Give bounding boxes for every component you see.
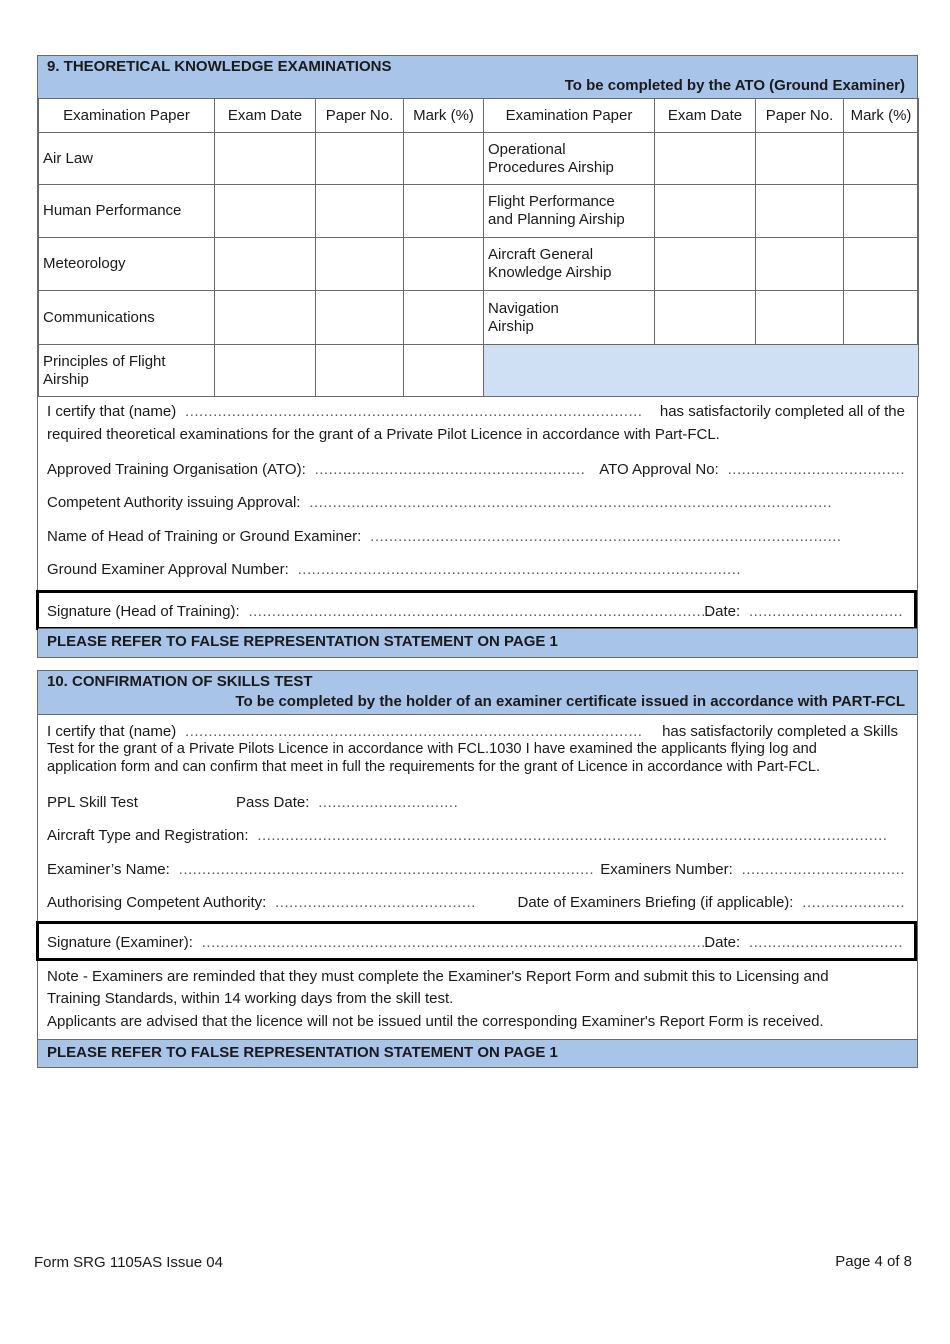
section-10-title: 10. CONFIRMATION OF SKILLS TEST xyxy=(47,673,313,690)
date-label: Date: xyxy=(704,603,741,620)
examiner-name-row xyxy=(47,861,594,878)
exam-date-field[interactable] xyxy=(655,185,756,238)
certify-line-3: application form and can confirm that meet in full the requirements for the grant of Licence in accordance with Part-FCL. xyxy=(47,759,821,775)
paper-no-field[interactable] xyxy=(316,345,404,397)
section-9-subtitle: To be completed by the ATO (Ground Examiner) xyxy=(564,77,905,94)
aircraft-label: Aircraft Type and Registration: xyxy=(47,827,249,844)
section-9-title: 9. THEORETICAL KNOWLEDGE EXAMINATIONS xyxy=(47,58,392,75)
paper-no-field[interactable] xyxy=(756,185,844,238)
authority-label: Authorising Competent Authority: xyxy=(47,894,267,911)
col-header: Paper No. xyxy=(756,99,844,133)
paper-no-field[interactable] xyxy=(316,185,404,238)
col-header: Examination Paper xyxy=(39,99,215,133)
col-header: Mark (%) xyxy=(844,99,919,133)
head-of-training-row xyxy=(47,528,842,545)
head-name-label: Name of Head of Training or Ground Examiner: xyxy=(47,528,362,545)
exam-date-field[interactable] xyxy=(215,345,316,397)
mark-field[interactable] xyxy=(404,185,484,238)
paper-no-field[interactable] xyxy=(756,238,844,291)
ato-approval-row xyxy=(599,461,905,478)
false-representation-bar xyxy=(38,628,917,657)
briefing-field[interactable]: ...................... xyxy=(797,894,905,911)
exam-paper-label: Navigation Airship xyxy=(484,291,655,345)
signature-field[interactable]: ................................................................................................... xyxy=(243,603,711,620)
head-name-field[interactable]: ..................................................................................................... xyxy=(365,528,842,545)
exam-date-field[interactable] xyxy=(655,238,756,291)
paper-no-field[interactable] xyxy=(756,133,844,185)
certify-label: I certify that (name) xyxy=(47,403,177,420)
section-10-subtitle: To be completed by the holder of an examiner certificate issued in accordance with PART-FCL xyxy=(235,693,905,710)
section-10-skills-test xyxy=(37,670,918,1068)
paper-no-field[interactable] xyxy=(316,133,404,185)
ppl-skill-test-label: PPL Skill Test xyxy=(47,794,138,811)
exam-paper-label: Principles of Flight Airship xyxy=(39,345,215,397)
false-representation-warning: PLEASE REFER TO FALSE REPRESENTATION STATEMENT ON PAGE 1 xyxy=(47,633,558,650)
date-row xyxy=(704,603,903,620)
mark-field[interactable] xyxy=(404,345,484,397)
section-9-header xyxy=(38,56,917,99)
signature-box-head-of-training xyxy=(36,590,917,630)
certify-line-1 xyxy=(47,403,642,420)
exam-paper-label: Meteorology xyxy=(39,238,215,291)
col-header: Examination Paper xyxy=(484,99,655,133)
mark-field[interactable] xyxy=(844,133,919,185)
exam-date-field[interactable] xyxy=(215,185,316,238)
certify-line-1 xyxy=(47,723,642,740)
table-row xyxy=(39,345,919,397)
mark-field[interactable] xyxy=(404,133,484,185)
paper-no-field[interactable] xyxy=(756,291,844,345)
name-field[interactable]: .................................................................................................. xyxy=(180,723,643,740)
exam-date-field[interactable] xyxy=(215,133,316,185)
examiner-number-row xyxy=(600,861,905,878)
signature-row xyxy=(47,603,711,620)
exam-table xyxy=(38,98,919,397)
date-row xyxy=(704,934,903,951)
note-line-3: Applicants are advised that the licence will not be issued until the corresponding Examiner's Report Form is received. xyxy=(47,1013,824,1030)
date-field[interactable]: ................................. xyxy=(744,603,903,620)
certify-label: I certify that (name) xyxy=(47,723,177,740)
paper-no-field[interactable] xyxy=(316,291,404,345)
examiner-name-label: Examiner’s Name: xyxy=(47,861,170,878)
section-9-theoretical-exams xyxy=(37,55,918,658)
exam-paper-label: Aircraft General Knowledge Airship xyxy=(484,238,655,291)
false-representation-warning: PLEASE REFER TO FALSE REPRESENTATION STATEMENT ON PAGE 1 xyxy=(47,1044,558,1061)
examiner-number-label: Examiners Number: xyxy=(600,861,733,878)
exam-date-field[interactable] xyxy=(215,291,316,345)
note-line-1: Note - Examiners are reminded that they must complete the Examiner's Report Form and submit this to Licensing and xyxy=(47,968,829,985)
table-row xyxy=(39,291,919,345)
aircraft-row xyxy=(47,827,887,844)
ground-examiner-number-field[interactable]: ............................................................................................... xyxy=(292,561,742,578)
name-field[interactable]: .................................................................................................. xyxy=(180,403,643,420)
table-row xyxy=(39,133,919,185)
certify-suffix: has satisfactorily completed a Skills xyxy=(662,723,898,740)
exam-date-field[interactable] xyxy=(655,291,756,345)
ato-label: Approved Training Organisation (ATO): xyxy=(47,461,306,478)
date-field[interactable]: ................................. xyxy=(744,934,903,951)
paper-no-field[interactable] xyxy=(316,238,404,291)
col-header: Exam Date xyxy=(655,99,756,133)
examiner-number-field[interactable]: ................................... xyxy=(736,861,905,878)
ground-examiner-number-row xyxy=(47,561,741,578)
pass-date-field[interactable]: .............................. xyxy=(313,794,459,811)
certify-suffix: has satisfactorily completed all of the xyxy=(659,403,905,420)
col-header: Exam Date xyxy=(215,99,316,133)
mark-field[interactable] xyxy=(844,238,919,291)
aircraft-field[interactable]: ....................................................................................................................................... xyxy=(252,827,888,844)
exam-date-field[interactable] xyxy=(215,238,316,291)
signature-row xyxy=(47,934,711,951)
examiner-name-field[interactable]: ......................................................................................... xyxy=(174,861,595,878)
pass-date-row xyxy=(236,794,458,811)
ground-examiner-number-label: Ground Examiner Approval Number: xyxy=(47,561,289,578)
exam-table-header xyxy=(39,99,919,133)
mark-field[interactable] xyxy=(844,185,919,238)
signature-label: Signature (Examiner): xyxy=(47,934,193,951)
competent-authority-label: Competent Authority issuing Approval: xyxy=(47,494,301,511)
pass-date-label: Pass Date: xyxy=(236,794,310,811)
signature-field[interactable]: ............................................................................................................. xyxy=(197,934,711,951)
ato-approval-label: ATO Approval No: xyxy=(599,461,719,478)
briefing-row xyxy=(518,894,906,911)
section-10-header xyxy=(38,671,917,715)
ato-row xyxy=(47,461,585,478)
certify-line-2: Test for the grant of a Private Pilots Licence in accordance with FCL.1030 I have examined the applicants flying log and xyxy=(47,741,817,757)
ato-approval-field[interactable]: ...................................... xyxy=(722,461,905,478)
mark-field[interactable] xyxy=(844,291,919,345)
competent-authority-field[interactable]: ................................................................................................................ xyxy=(304,494,833,511)
authority-row xyxy=(47,894,476,911)
ato-field[interactable]: .......................................................... xyxy=(309,461,586,478)
note-line-2: Training Standards, within 14 working days from the skill test. xyxy=(47,990,454,1007)
col-header: Paper No. xyxy=(316,99,404,133)
certify-line-2: required theoretical examinations for the grant of a Private Pilot Licence in accordance with Part-FCL. xyxy=(47,426,720,443)
page-number: Page 4 of 8 xyxy=(835,1253,912,1270)
exam-paper-label: Flight Performance and Planning Airship xyxy=(484,185,655,238)
form-identifier: Form SRG 1105AS Issue 04 xyxy=(34,1254,223,1271)
exam-paper-label: Human Performance xyxy=(39,185,215,238)
table-row xyxy=(39,238,919,291)
exam-date-field[interactable] xyxy=(655,133,756,185)
mark-field[interactable] xyxy=(404,291,484,345)
table-row xyxy=(39,185,919,238)
col-header: Mark (%) xyxy=(404,99,484,133)
exam-paper-label: Communications xyxy=(39,291,215,345)
authority-field[interactable]: ........................................... xyxy=(270,894,476,911)
exam-paper-label: Air Law xyxy=(39,133,215,185)
signature-label: Signature (Head of Training): xyxy=(47,603,240,620)
briefing-label: Date of Examiners Briefing (if applicable): xyxy=(517,894,794,911)
mark-field[interactable] xyxy=(404,238,484,291)
false-representation-bar xyxy=(38,1039,917,1067)
shaded-empty-cell xyxy=(484,345,919,397)
signature-box-examiner xyxy=(36,921,917,961)
exam-paper-label: Operational Procedures Airship xyxy=(484,133,655,185)
date-label: Date: xyxy=(704,934,741,951)
competent-authority-row xyxy=(47,494,832,511)
